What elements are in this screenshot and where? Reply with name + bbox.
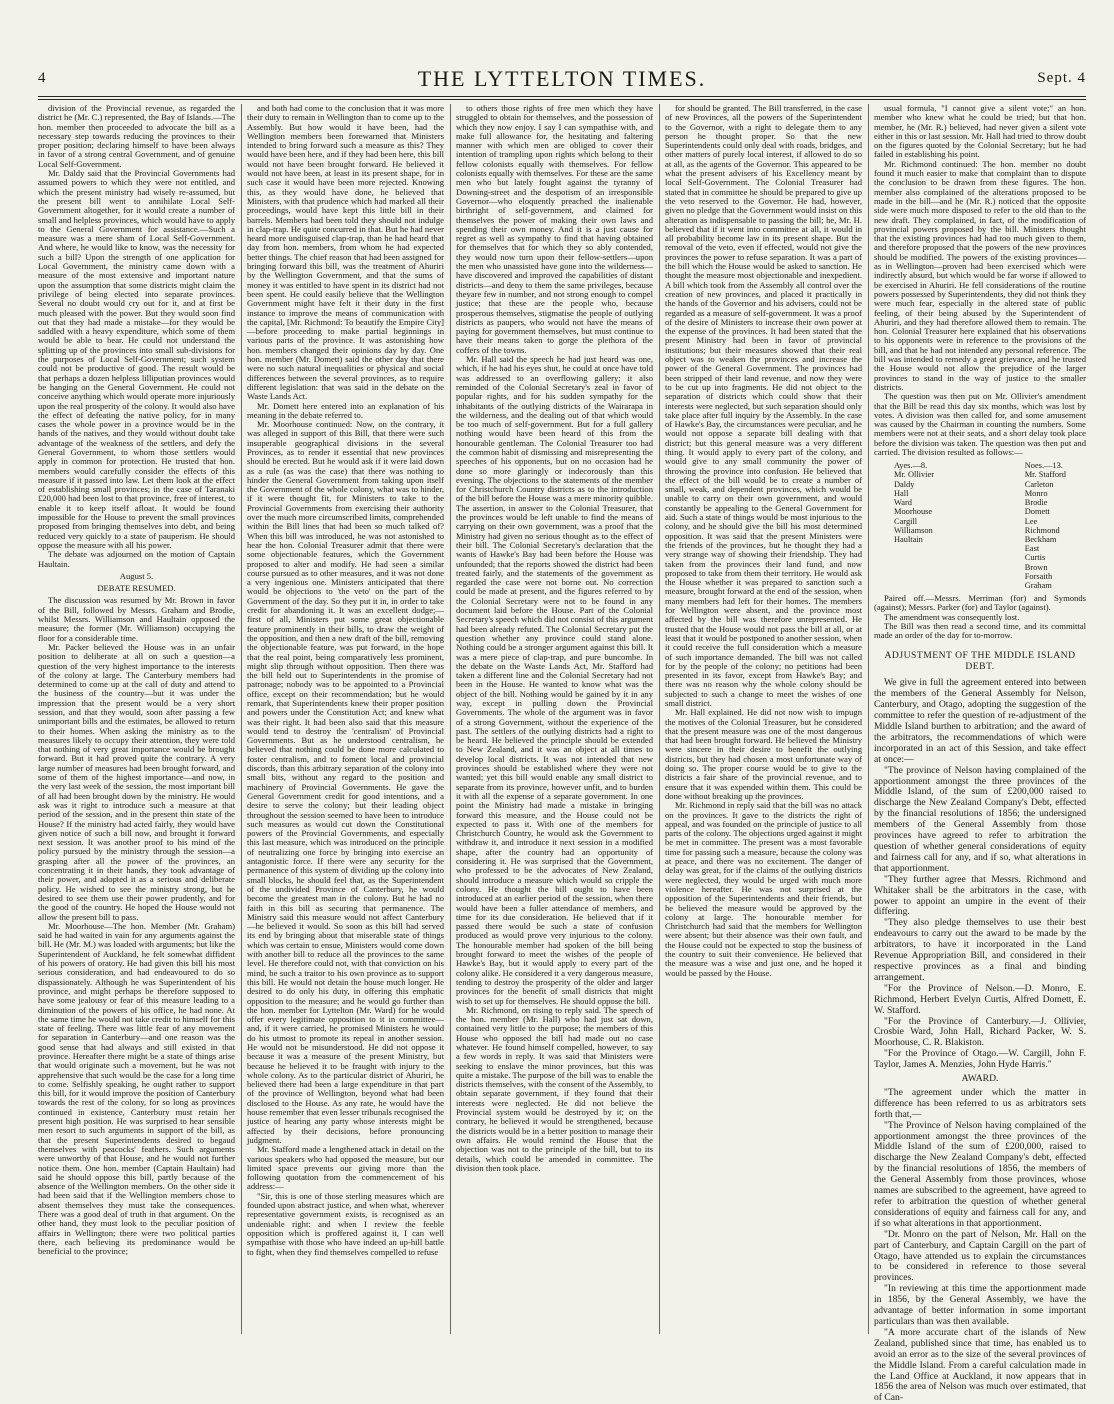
paragraph: "For the Province of Otago.—W. Cargill, John F. Taylor, James A. Menzies, John Hyde Harris."	[874, 1048, 1086, 1071]
paragraph: Mr. Hall said the speech he had just heard was one, which, if he had his eyes shut, he could at once have told was addressed to an overflowing gallery; it also reminded of the Colonial Secretary's zeal in favor of popular rights, and for his sudden sympathy for the inhabitants of the outlying districts of the Wairarapa in the wilderness, and the dealing out of that which would be too much of self-government. But for a full gallery nothing would have been heard of this from the honourable gentleman. The Colonial Treasurer too had the common habit of dismissing and misrepresenting the speeches of his opponents, but on no occasion had he done so more glaringly or indecorously than this evening. The objections to the statements of the member for Christchurch Country districts as to the introduction of the bill before the House was a mere minority quibble. The assertion, in answer to the Colonial Treasurer, that the provinces would be left unable to find the means of carrying on their own government, was a proof that the Ministry had given no serious thought as to the effect of their bill. The Colonial Secretary's declaration that the wants of Hawke's Bay had been before the House was unfounded; that the reports showed the district had been treated fairly, and the statements of the government as regarded the case were not borne out. No correction could be made at present, and the figures referred to by the Colonial Secretary were not to be found in any document laid before the House. Part of the Colonial Secretary's speech which did not consist of this argument had been already refuted. The Colonial Secretary put the question whether any province could stand alone. Nothing could be a stronger argument against this bill. It was a mere piece of clap-trap, and pure buncombe. In the debate on the Waste Lands Act, Mr. Stafford had taken a different line and the Colonial Secretary had not been in the House. He wanted to know what was the object of the bill. Nothing would be gained by it in any way, except in pulling down the Provincial Governments. The whole of the argument was in favor of a strong Government, without the experience of the past. The settlers of the outlying districts had a right to be heard. He believed the principle should be extended to New Zealand, and it was an object at all times to develop local districts. It was not intended that new provinces should be established where they were not wanted; yet this bill would enable any small district to separate from its province, however unfit, and to burden it with all the expense of a separate government. In one point the Ministry had made a mistake in bringing forward this measure, and the House could not be expected to pass it. With one of the members for Christchurch Country, he would ask the Government to withdraw it, and introduce it next session in a modified shape, after the country had an opportunity of considering it. He was surprised that the Government, who professed to be the advocates of New Zealand, should introduce a measure which would so cripple the colony. He thought the bill ought to have been introduced at an earlier period of the session, when there would have been a fuller attendance of members, and time for its due consideration. He believed that if it passed there would be such a state of confusion produced as would prove very injurious to the colony. The honourable member had spoken of the bill being brought forward to meet the wishes of the people of Hawke's Bay, but it would apply to every part of the colony alike. He considered it a very dangerous measure, tending to destroy the prosperity of the older and larger provinces for the benefit of small districts that might wish to set up for themselves. He should oppose the bill.	[456, 354, 653, 1006]
paragraph: "For the Province of Canterbury.—J. Ollivier, Crosbie Ward, John Hall, Richard Packer, W. S. Moorhouse, C. R. Blakiston.	[874, 1015, 1086, 1049]
date-heading: August 5.	[119, 570, 154, 581]
paragraph: We give in full the agreement entered into between the members of the General Assembly for Nelson, Canterbury, and Otago, adopting the suggestion of the committee to refer the question of re-adjustment of the Middle Island burthen to arbitration; and the award of the arbitrators, the recommendations of which were incorporated in an act of this Session, and take effect at once:—	[874, 677, 1086, 765]
aye-name: Mr. Ollivier	[894, 470, 935, 480]
no-name: Domett	[1024, 507, 1050, 517]
column-2	[247, 104, 444, 1334]
column-divider	[450, 104, 451, 1334]
aye-name: Haultain	[894, 534, 923, 544]
paragraph: The Bill was then read a second time, and its committal made an order of the day for to-morrow.	[874, 621, 1086, 641]
no-name: Graham	[1024, 580, 1052, 590]
vote-report	[874, 104, 1086, 641]
column-5	[874, 103, 1086, 1404]
paragraph: The debate was adjourned on the motion of Captain Haultain.	[38, 549, 235, 569]
noes-heading: Noes.—13.	[1024, 461, 1063, 471]
paragraph: "They further agree that Messrs. Richmond and Whitaker shall be the arbitrators in the case, with power to appoint an umpire in the event of their differing.	[874, 873, 1086, 918]
no-name: Beckham	[1024, 534, 1057, 544]
paragraph: "The agreement under which the matter in difference has been referred to us as arbitrators sets forth that,—	[874, 1086, 1086, 1120]
masthead-rule-thin	[38, 99, 1086, 100]
no-name: Curtis	[1024, 553, 1046, 563]
no-name: Lee	[1024, 516, 1038, 526]
column-divider	[241, 104, 242, 1334]
paragraph: division of the Provincial revenue, as regarded the district he (Mr. C.) represented, the Bay of Islands.—The hon. member then proceeded to advocate the bill as a necessary step towards reducing the provinces to their proper position; declaring himself to have been always in favor of a strong central Government, and of genuine Local Self-Government.	[38, 103, 235, 169]
issue-date: Sept. 4	[1037, 70, 1086, 86]
paragraph: "Dr. Monro on the part of Nelson, Mr. Hall on the part of Canterbury, and Captain Cargill on the part of Otago, have attended us to explain the circumstances to be considered in reference to those several provinces.	[874, 1228, 1086, 1284]
no-name: East	[1024, 544, 1040, 554]
aye-name: Hall	[894, 488, 909, 498]
no-name: Mr. Stafford	[1024, 470, 1066, 480]
aye-name: Ward	[894, 498, 912, 508]
no-name: Richmond	[1024, 525, 1060, 535]
column-1	[38, 104, 235, 1334]
paragraph: "The province of Nelson having complained of the apportionment amongst the three provinces of the Middle Island, of the sum of £200,000 raised to discharge the New Zealand Company's Debt, effected by the financial resolutions of 1856; the undersigned members of the General Assembly from those provinces have agreed to refer to arbitration the question of whether general considerations of equity and fairness call for any, and if so, what alterations in that apportionment.	[874, 764, 1086, 874]
aye-name: Williamson	[894, 525, 933, 535]
no-name: Forsaith	[1024, 571, 1053, 581]
paragraph: Mr. Moorhouse—The hon. Member (Mr. Graham) said he had waited in vain for any arguments against the bill. He (Mr. M.) was loaded with arguments; but like the Superintendent of Auckland, he felt somewhat diffident of his powers of oratory. He had given this bill his most serious consideration, and had endeavoured to do so dispassionately. Although he was Superintendent of his province, and might perhaps be therefore supposed to have some jealousy or fear of this measure leading to a diminution of the powers of his office, he had none. At the same time he would not take credit to himself for this state of feeling. There was little fear of any movement for separation in Canterbury—and one reason was the good sense that had always and still existed in that province. Hereafter there might be a state of things arise that would originate such a movement, but he was not apprehensive that such would be the case for a long time to come. Selfishly speaking, he ought rather to support this bill, for it would improve the position of Canterbury towards the rest of the colony, for so long as provinces continued in existence, Canterbury must retain her present high position. He was surprised to hear sensible men resort to such arguments in support of the bill, as that the present Superintendents desired to begaud themselves with peacocks' feathers. Such arguments were unworthy of that House, and he would not further notice them. One hon. member (Captain Haultain) had said he should oppose this bill, partly because of the absence of the Wellington members. On the other side it had been said that if the Wellington members chose to absent themselves they must take the consequences. There was a good deal of truth in that argument. On the other hand, they must look to the peculiar position of affairs in Wellington; there were two political parties there, each believing its predominance would be beneficial to the province;	[38, 920, 235, 1257]
ayes-heading: Ayes.—8.	[894, 461, 928, 471]
paragraph: The discussion was resumed by Mr. Brown in favor of the Bill, followed by Messrs. Graham and Brodie, whilst Messrs. Williamson and Haultain opposed the measure; the former (Mr. Williamson) occupying the floor for a considerable time.	[38, 595, 235, 643]
paragraph: The amendment was consequently lost.	[884, 611, 1020, 622]
no-name: Monro	[1024, 488, 1048, 498]
paragraph: "In reviewing at this time the apportionment made in 1856, by the General Assembly, we have the advantage of better information in some important particulars than was then available.	[874, 1283, 1086, 1327]
paragraph: usual formula, "I cannot give a silent vote;" an hon. member who knew what he could be tried; but that hon. member, he (Mr. R.) believed, had never given a silent vote either in this or last session. Mr. Hall had tried to throw doubt on the figures quoted by the Colonial Secretary; but he had failed in establishing his point.	[874, 103, 1086, 160]
subheading: DEBATE RESUMED.	[97, 583, 176, 594]
paragraph: "The Province of Nelson having complained of the apportionment amongst the three provinces of the Middle Island of the sum of £200,000, raised to discharge the New Zealand Company's debt, effected by the financial resolutions of 1856, the members of the General Assembly from those provinces, whose names are subscribed to the agreement, have agreed to refer to arbitration the question of whether general considerations of equity and fairness call for any, and if so what alterations in that apportionment.	[874, 1119, 1086, 1229]
column-4	[665, 104, 862, 1334]
no-name: Carleton	[1024, 479, 1054, 489]
page-columns	[38, 103, 1086, 1404]
masthead-rule	[38, 96, 1086, 97]
paragraph: Mr. Packer believed the House was in an unfair position to deliberate at all on such a question—a question of the very highest importance to the interests of the colony at large. The Canterbury members had determined to come up at the call of duty and attend to the business of the country—but it was under the impression that the present would be a very short session, and that they would, soon after passing a few unimportant bills and the estimates, be allowed to return to their homes. When asking the ministry as to the measures likely to occupy their attention, they were told that nothing of very great importance would be brought forward. But it had proved quite the contrary. A very large number of measures had been brought forward, and some of them of the highest importance—and now, in the very last week of the session, the most important bill of all had been brought down by the ministry. He would ask was it right to introduce such a measure at that period of the session, and in the present thin state of the House? If the ministry had acted fairly, they would have given notice of such a bill now, and brought it forward next session. It was another proof to his mind of the policy pursued by the ministry through the session—a grasping after all the power of the provinces, an concentrating it in their hands, they took advantage of their power, and adopted it as a serious and deliberate policy. He wished to see the ministry strong, but he desired to see them use their power prudently, and for the good of the country. He hoped the House would not allow the present bill to pass.	[38, 641, 235, 922]
newspaper-title: THE LYTTELTON TIMES.	[417, 66, 707, 91]
paragraph: Mr. Domett here entered into an explanation of his meaning in the debate referred to.	[247, 400, 444, 420]
paragraph: Mr. Moorhouse continued: Now, on the contrary, it was alleged in support of this Bill, that there were such insuperable geographical divisions in the several Provinces, as to render it essential that new provinces should be erected. But he would ask if it were laid down as a rule (as was the case) that there was nothing to hinder the General Government from taking upon itself the Government of the whole colony, what was to hinder, if it were thought fit, for Ministers to take to the Provincial Governments from exercising their authority over the much more circumscribed limits, comprehended within the Bill lines that had been so much talked of? When this bill was introduced, he was not astonished to hear the hon. Colonial Treasurer admit that there were some objectionable features, which the Government proposed to alter and modify. He had seen a similar course pursued as to other measures, and it was not done a very ingenious one. Ministers anticipated that there would be objections to 'the veto' on the part of the Government of the day. So they put it in, in order to take credit for abandoning it. It was an excellent dodge;—first of all, Ministers put some great objectionable feature prominently in their bills, to draw the weight of the opposition, and then a new draft of the bill, removing the objectionable feature, was put forward, in the hope that the real point, being comparatively less prominent, might slip through without opposition. Then there was the bill held out to Superintendents in the promise of patronage; nobody was to be appointed to a Provincial office, except on their recommendation; but he would remark, that Superintendents knew their proper position and powers under the Constitution Act; and knew what was their right. It had been also said that this measure would tend to destroy the 'centralism' of Provincial Governments. But as he understood centralism, he believed that nothing could be done more calculated to foster centralism, and to foment local and provincial discords, than this arbitrary separation of the colony into small bits, without any regard to the position and machinery of Provincial Governments. He gave the General Government credit for good intentions, and a desire to serve the colony; but their leading object throughout the session seemed to have been to introduce such measures as would cut down the Constitutional powers of the Provincial Governments, and especially this last measure, which was introduced on the principle of neutralizing one force by bringing into exercise an antagonistic force. If there were any security for the permanence of this system of dividing up the colony into small blocks, he should feel that, as the Superintendent of the undivided Province of Canterbury, he would become the greatest man in the colony. But he had no faith in this bill as securing that permanence. The Ministry said this measure would not affect Canterbury—he believed it would. So soon as this bill had served its end by bringing about that miserable state of things which was certain to ensue, Ministers would come down with another bill to reduce all the provinces to the same level. He therefore could not, with that conviction on his mind, be such a traitor to his own province as to support this bill. He would not detain the house much longer. He desired to do only his duty, in offering this emphatic opposition to the measure; and he would go further than the hon. member for Lyttelton (Mr. Ward) for he would offer every legitimate opposition to it in committee—and, if it were carried, he promised Ministers he would do his utmost to promote its repeal in another session. He would not be misunderstood. He did not oppose it because it was a measure of the present Ministry, but because he believed it to be fraught with injury to the whole colony. As to the particular district of Ahuriri, he believed there had been a large expenditure in that part of the province of Wellington, beyond what had been disclosed to the House. As any rate, he would have the house remember that even lesser tribunals recognised the justice of hearing any party whose interests might be affected by their decisions, before pronouncing judgment.	[247, 419, 444, 1145]
column-divider	[868, 104, 869, 1334]
paragraph: Mr. Richmond, on rising to reply said. The speech of the hon. member (Mr. Hall) who had just sat down, contained very little to the purpose; the members of this House who opposed the bill had made out no case whatever. He found himself compelled, however, to say a few words in reply. It was said that Ministers were seeking to enslave the minor provinces, but this was quite a mistake. The purpose of the bill was to enable the districts themselves, with the consent of the Assembly, to obtain separate government, if they found that their interests were neglected. He did not believe the Provincial system would be destroyed by it; on the contrary, he believed it would be strengthened, because the districts would be in a better position to manage their own affairs. He would remind the House that the objection was not to the principle of the bill, but to its details, which could be amended in committee. The division then took place.	[456, 1004, 653, 1173]
no-name: Brown	[1024, 562, 1048, 572]
paragraph: and both had come to the conclusion that it was more their duty to remain in Wellington than to come up to the Assembly. But how would it have been, had the Wellington members been forewarned that Ministers intended to bring forward such a measure as this? They would have been here, and if they had been here, this bill would not have been brought forward. He believed it would not have been, at least in its present shape, for in such case it would have been more rejected. Knowing this, as they would have done, he believed that Ministers, with that prudence which had marked all their proceedings, would have kept this little bill in their barrels. Members had been told they should not indulge in clap-trap. He quite concurred in that. But he had never heard more undisguised clap-trap, than he had heard that day from hon. members, from whom he had expected better things. The chief reason that had been assigned for bringing forward this bill, was the treatment of Ahuriri by the Wellington Government, and that the sums of money it was entitled to have spent in its district had not been spent. He could easily believe that the Wellington Government might have felt it their duty in the first instance to improve the means of communication with the capital, [Mr. Richmond: To beautify the Empire City]—before proceeding to make partial beginnings in various parts of the province. It was astonishing how hon. members changed their opinions day by day. One hon. member (Mr. Domett) said the other day that there were no such natural inequalities or physical and social differences between the several provinces, as to require different legislation: that was said in the debate on the Waste Lands Act.	[247, 103, 444, 402]
aye-name: Cargill	[894, 516, 918, 526]
noes-list	[1025, 461, 1066, 590]
paragraph: Mr. Richmond in reply said that the bill was no attack on the provinces. It gave to the districts the right of appeal, and was founded on the principle of justice to all parts of the colony. The objections urged against it might be met in committee. The present was a most favorable time for passing such a measure, because the colony was at peace, and there was no excitement. The danger of delay was great, for if the claims of the outlying districts were neglected, they would be urged with much more violence hereafter. He was not surprised at the opposition of the Superintendents and their friends, but he believed the measure would be approved by the colony at large. The honourable member for Christchurch had said that the members for Wellington were absent; but their absence was their own fault, and the House could not be expected to stop the business of the country to suit their convenience. He believed that the measure was a wise and just one, and he hoped it would be passed by the House.	[665, 800, 862, 978]
paragraph: The question was then put on Mr. Ollivier's amendment that the Bill be read this day six months, which was lost by votes. A division was then called for, and some amusement was caused by the Chairman in counting the numbers. Some members were not at their seats, and a short delay took place before the division was taken. The question was then put and carried. The division resulted as follows:—	[874, 391, 1086, 457]
paragraph: for should be granted. The Bill transferred, in the case of new Provinces, all the powers of the Superintendent to the Governor, with a right to delegate them to any person he thought proper. So that the new Superintendents could only deal with roads, bridges, and other matters of purely local interest, if allowed to do so at all, as the agents of the Governor. This appeared to be what the present advisers of his Excellency meant by local Self-Government. The Colonial Treasurer had stated that in committee he should be prepared to give up the veto reserved to the Governor. He had, however, given no pledge that the Government would insist on this alteration as indispensable to passing the bill; he, Mr. H. believed that if it went into committee at all, it would in all probability become law in its present shape. But the removal of the veto, even if effected, would not give the provinces the power to refuse separation. It was a part of the bill which the House would be asked to sanction. He thought the measure most objectionable and inexpedient. A bill which took from the Assembly all control over the creation of new provinces, and placed it practically in the hands of the Governor and his advisers, could not be regarded as a measure of self-government. It was a proof of the desire of Ministers to increase their own power at the expense of the provinces. It had been stated that the present Ministry had been in favor of provincial institutions; but their measures showed that their real object was to weaken the provinces and increase the power of the General Government. The provinces had been stripped of their land revenue, and now they were to be cut up into fragments. He did not object to the separation of districts which could show that their interests were neglected, but such separation should only take place after full inquiry by the Assembly. In the case of Hawke's Bay, the circumstances were peculiar, and he would not oppose a separate bill dealing with that district; but this general measure was a very different thing. It would apply to every part of the colony, and would give to any small community the power of throwing the province into confusion. He believed that the effect of the bill would be to create a number of small, weak, and dependent provinces, which would be unable to carry on their own government, and would constantly be appealing to the General Government for aid. Such a state of things would be most injurious to the colony, and he should give the bill his most determined opposition. It was said that the present Ministers were the friends of the provinces, but he thought they had a very strange way of showing their friendship. They had taken from the provinces their land fund, and now proposed to take from them their territory. He would ask the House whether it was prepared to sanction such a measure, brought forward at the end of the session, when many members had left for their homes. The members for Wellington were absent, and the province most affected by the bill was therefore unrepresented. He trusted that the House would not pass the bill at all, or at least that it would be postponed to another session, when it could receive the full consideration which a measure of such importance demanded. The bill was not called for by the people of the colony; no petitions had been presented in its favor, except from Hawke's Bay; and there was no reason why the whole colony should be subjected to such a change to meet the wishes of one small district.	[665, 103, 862, 708]
column-divider	[659, 104, 660, 1334]
paragraph: "A more accurate chart of the islands of New Zealand, published since that time, has enabled us to avoid an error as to the size of the several provinces of the Middle Island. From a careful calculation made in the Land Office at Auckland, it now appears that in 1856 the area of Nelson was much over estimated, that of Can-	[874, 1326, 1086, 1404]
aye-name: Daldy	[894, 479, 915, 489]
paragraph: to others those rights of free men which they have struggled to obtain for themselves, and the possession of which they now enjoy. I say I can sympathise with, and make full allowance for, the hesitating and faltering manner with which men are obliged to cover their intention of trampling upon rights which belong to their fellow colonists equally with themselves. For fellow colonists equally with themselves. For these are the same men who but lately fought against the tyranny of Downing-street and the despotism of an irresponsible Governor—who eloquently preached the inalienable birthright of self-government, and claimed for themselves the power of making their own laws and spending their own money. And it is a just cause for regret as well as sympathy to find that having obtained for themselves that for which they so ably contended, they would now turn upon their fellow-settlers—upon the men who unassisted have gone into the wilderness—have discovered and improved the capabilities of distant districts—and deny to them the same privileges, because theyare few in number, and not strong enough to compel justice; that these are the people who, because prosperous themselves, stigmatise the people of outlying districts as paupers, who would not have the means of paying for government themselves, but must continue to have their means taken to gorge the plethora of the coffers of the towns.	[456, 103, 653, 355]
paragraph: Mr. Richmond continued: The hon. member no doubt found it much easier to make that complaint than to dispute the conclusion to be drawn from these figures. The hon. member also complained of the alterations proposed to be made in the bill—and he (Mr. R.) noticed that the opposite side were much more disposed to refer to the old than to the new draft. They complained, in fact, of the modification of provincial powers proposed by the bill. Ministers thought that the existing provinces had had too much given to them, and therefore proposed that the powers of the new provinces should be modified. The powers of the existing provinces—as in Wellington—proven had been exercised which were indirectly absurd, but which would be far worse if allowed to be exercised in Ahuriri. He fell considerations of the routine powers possessed by Superintendents, they did not think they were much fear, especially in the altered state of public feeling, of their being abused by the Superintendent of Ahuriri, and they had therefore allowed them to remain. The hon. Colonial Treasurer here explained that his observations to his opponents were in reference to the provisions of the bill, and that he had not intended any personal reference. The bill was intended to remedy a great grievance, and he trusted the House would not allow the prejudice of the larger provinces to stand in the way of justice to the smaller districts.	[874, 158, 1086, 392]
award-heading: AWARD.	[961, 1073, 999, 1085]
section-title: ADJUSTMENT OF THE MIDDLE ISLAND DEBT.	[884, 649, 1076, 672]
paragraph: Paired off.—Messrs. Merriman (for) and Symonds (against); Messrs. Parker (for) and Taylor (against).	[874, 593, 1086, 613]
paragraph: Mr. Daldy said that the Provincial Governments had assumed powers to which they were not entitled, and which the present ministry had wisely re-assumed, but the present bill went to annihilate Local Self-Government altogether, for it would create a number of small and helpless provinces, which would have to apply to the General Government for assistance.—Such a measure was a mere sham of Local Self-Government. And where, he would like to know, was the necessity for such a bill? Upon the strength of one application for Local Government, the ministry came down with a measure of the most extensive and important nature upon the assumption that some districts might claim the privilege of being elected into separate provinces. Several no doubt would cry out for it, and at first be much pleased with the power. But they would soon find out that they had made a mistake—for they would be saddled with a heavy expenditure, which some of them would be able to bear. He could not understand the splitting up of the provinces into small sub-divisions for the purposes of Local Self-Government; such system could not be productive of good. The result would be that perhaps a dozen helpless lilliputian provinces would be hanging on the General Government. He could not conceive anything which would operate more injuriously upon the real prosperity of the colony. It would also have the effect of defeating the native policy, for in many cases the whole power in a province would be in the hands of the natives, and they would without doubt take advantage of the weakness of the settlers, and defy the General Government, to whom those settlers would apply in common for protection. He trusted that hon. members would carefully consider the effects of this measure if it passed into law. Let them look at the effect of establishing small provinces; in the case of Taranaki £20,000 had been lost to that province, free of interest, to enable it to keep itself afloat. It would be found impossible for the House to prevent the small provinces proposed from bringing themselves into debt, and being reduced very quickly to a state of pauperism. He should oppose the measure with all his power.	[38, 168, 235, 550]
aye-name: Moorhouse	[894, 507, 933, 517]
ayes-list	[894, 461, 934, 590]
masthead	[38, 66, 1086, 94]
paragraph: "For the Province of Nelson.—D. Monro, E. Richmond, Herbert Evelyn Curtis, Alfred Domett, E. W. Stafford.	[874, 982, 1086, 1016]
division-list	[874, 461, 1086, 590]
column-3	[456, 104, 653, 1334]
page-number: 4	[38, 70, 46, 86]
paragraph: Mr. Stafford made a lengthened attack in detail on the various speakers who had opposed the measure, but our limited space prevents our giving more than the following quotation from the commencement of his address:—	[247, 1144, 444, 1192]
paragraph: Mr. Hall explained. He did not now wish to impugn the motives of the Colonial Treasurer, but he considered that the present measure was one of the most dangerous that had been brought forward. He believed the Ministry were sincere in their desire to benefit the outlying districts, but they had chosen a most unfortunate way of doing so. The proper course would be to give to the districts a fair share of the provincial revenue, and to ensure that it was expended within them. This could be done without breaking up the provinces.	[665, 707, 862, 801]
paragraph: "They also pledge themselves to use their best endeavours to carry out the award to be made by the arbitrators, to have it incorporated in the Land Revenue Appropriation Bill, and considered in their respective provinces as a final and binding arrangement.	[874, 917, 1086, 983]
no-name: Brodie	[1024, 498, 1048, 508]
paragraph: "Sir, this is one of those sterling measures which are founded upon abstract justice, and when what, wherever representative government exists, is recognised as an undeniable right: and when I review the feeble opposition which is proffered against it, I can well sympathise with those who have indeed an up-hill battle to fight, when they find themselves compelled to refuse	[247, 1190, 444, 1257]
